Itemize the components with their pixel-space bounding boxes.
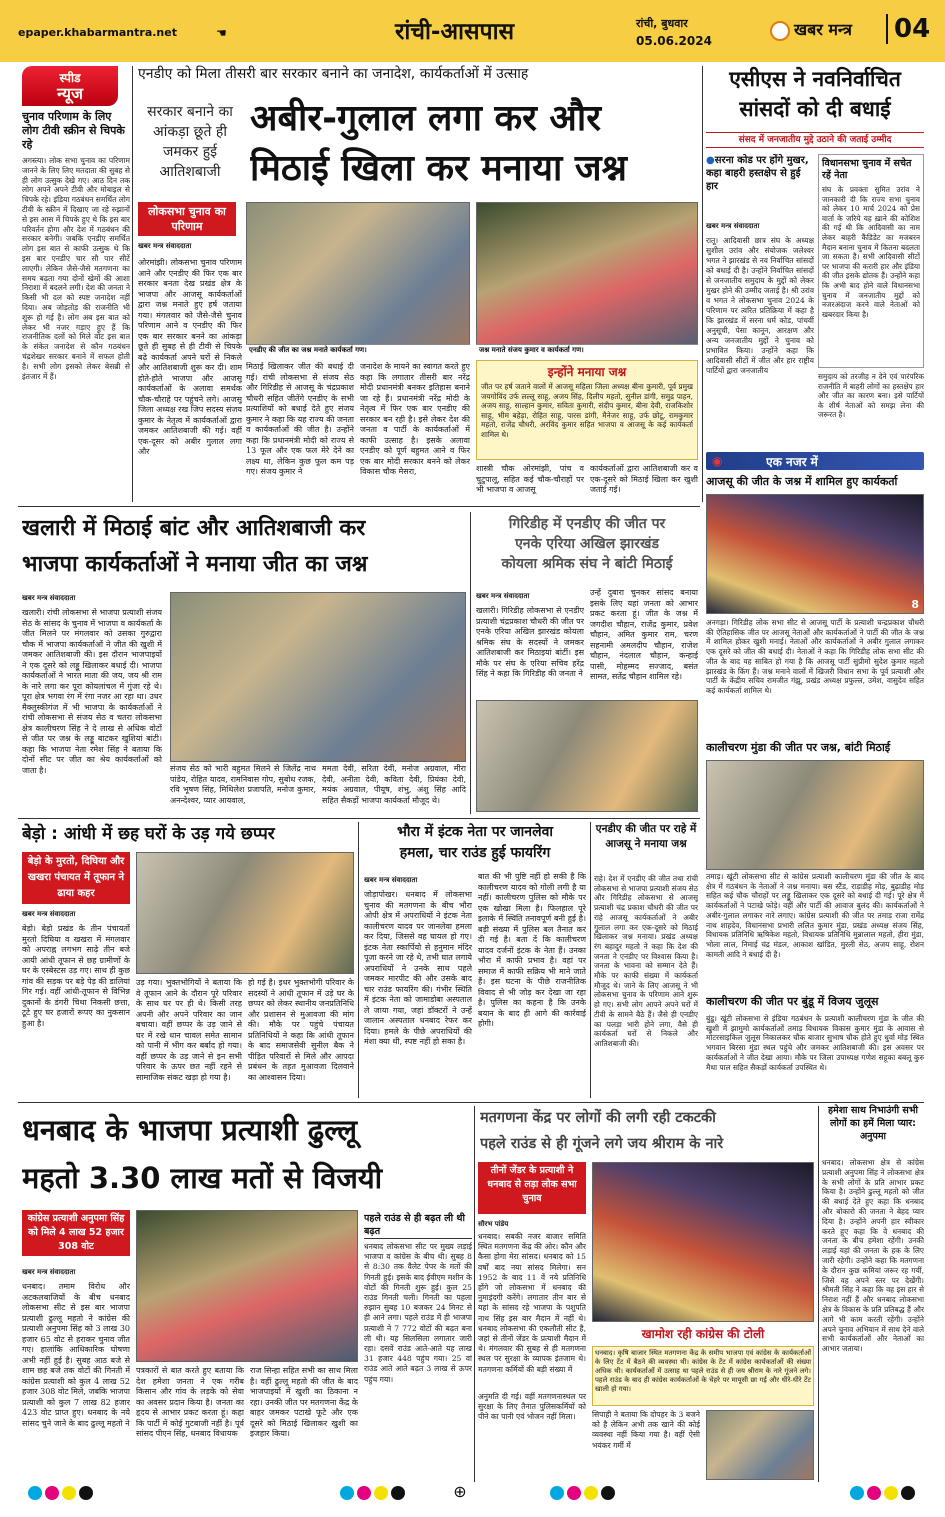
- dhanbad-body-3: राज सिन्हा सहित सभी का साथ मिला है। वहीं ढुल्लू महतो की जीत के बाद भाजपाइयों में खुशी का ठिकाना न रहा। उनकी जीत पर मतगणना केंद्र के बाहर जमकर पटाखे फूटे और एक दूसरे को मिठाई खिलाकर खुशी का इजहार किया।: [250, 1366, 358, 1438]
- brand-logo: [770, 18, 852, 41]
- bero-red-label: बेड़ो के मुरतो, दिघिया और खखरा पंचायत में तूफान ने ढाया कहर: [22, 852, 130, 904]
- rahe-headline: एनडीए की जीत पर राहे में आजसू ने मनाया जश्न: [595, 823, 697, 850]
- acs-box-title-text: सरना कोड पर होंगे मुखर, कहा बाहरी हस्तक्षेप से हुई हार: [706, 155, 809, 192]
- black-dot: [601, 1486, 615, 1500]
- matganana-box: [592, 1346, 814, 1406]
- cyan-dot: [850, 1486, 864, 1500]
- khalari-byline: खबर मन्त्र संवाददाता: [22, 594, 76, 602]
- giridih-headline-3: कोयला श्रमिक संघ ने बांटी मिठाई: [501, 556, 673, 572]
- magenta-dot: [357, 1486, 371, 1500]
- giridih-body: खलारी। गिरिडीह लोकसभा से एनडीए प्रत्याशी चंद्रप्रकाश चौधरी की जीत पर एनके एरिया अखिल झारखंड कोयला श्रमिक संघ के सदस्यों ने जमकर आतिशबाजी कर मिठाइयां बांटीं। इस मौके पर संघ के एरिया सचिव हरेंद्र सिंह ने कहा कि गिरिडीह की जनता ने: [476, 606, 584, 678]
- bhaura-headline-2: हमला, चार राउंड हुई फायरिंग: [399, 845, 551, 861]
- nazar-label: एक नजर में: [766, 455, 818, 469]
- giridih-headline-1: गिरिडीह में एनडीए की जीत पर: [508, 516, 666, 532]
- lead-label: लोकसभा चुनाव का परिणाम: [138, 202, 236, 236]
- bhaura-body-2: बात की भी पुष्टि नहीं हो सकी है कि कालीचरण यादव को गोली लगी है या नहीं। कालीचरण पुलिस को मौके पर एक खोखा मिला है। फिलहाल पूरे इलाके में स्थिति तनावपूर्ण बनी हुई है। बड़ी संख्या में पुलिस बल तैनात कर दी गई है। बता दें कि कालीचरण यादव दर्जनों इंटक के नेता हैं। उनका भौरा में काफी प्रभाव है। वहां पर समाज में काफी सक्रिय भी माने जाते हैं। इस घटना के पीछे राजनीतिक विवाद से भी जोड़ कर देखा जा रहा है। पुलिस का कहना है कि उनके बयान के बाद ही आगे की कार्रवाई होगी।: [478, 872, 586, 1028]
- brand-name: खबर मन्त्र: [794, 20, 852, 39]
- matganana-photo-caption: खामोश रही कांग्रेस की टोली: [641, 1327, 765, 1341]
- bhaura-byline: खबर मन्त्र संवाददाता: [364, 876, 418, 884]
- matganana-body-3: सिपाही ने बताया कि दोपहर के 3 बजने को है लेकिन अभी तक खाने की कोई व्यवस्था नहीं किया गया है। वहीं ऐसी भयंकर गर्मी में: [592, 1410, 700, 1450]
- acs-side-body-2: समुदाय को तरजीह न देने एवं पारंपरिक राजनीति में बाहरी लोगों का हस्तक्षेप हार और जीत का कारण बना। इसे पार्टियों के शीर्ष नेताओं को समझ लेना की जरूरत है।: [818, 372, 924, 420]
- hand-cursor-icon: ☚: [216, 26, 227, 40]
- registration-marks-right: [850, 1486, 915, 1500]
- lead-body-5: कार्यकर्ताओं द्वारा आतिशबाजी कर व एक-दूसरे को मिठाई खिला कर खुशी जताई गई।: [590, 464, 698, 494]
- yellow-dot: [374, 1486, 388, 1500]
- bero-body-2: उड़ गया। भुक्तभोगियों ने बताया कि वे तूफान आने के दौरान पूरे परिवार के साथ घर पर ही थे। किसी तरह अपनी और अपने परिवार का जान बचाया। वहीं छप्पर के उड़ जाने से घर में रखे धान चावल समेत सामान को पानी में भीग कर बर्बाद हो गया। वहीं छप्पर के उड़ जाने से इन सभी परिवार के ऊपर छत नहीं रहने से सामाजिक संकट खड़ा हो गया है।: [136, 978, 242, 1082]
- magenta-dot: [45, 1486, 59, 1500]
- magenta-dot: [867, 1486, 881, 1500]
- lead-photo-2: [476, 202, 698, 354]
- lead-headline-1: अबीर-गुलाल लगा कर और: [250, 98, 601, 139]
- matganana-red-label: तीनों जेंडर के प्रत्याशी ने धनबाद से लड़ा लोक सभा चुनाव: [478, 1162, 586, 1214]
- dhanbad-byline: खबर मन्त्र संवाददाता: [22, 1268, 76, 1276]
- kalicharan-photo: [706, 760, 924, 870]
- cyan-dot: [28, 1486, 42, 1500]
- yellow-dot: [584, 1486, 598, 1500]
- acs-side-body: संघ के प्रवक्ता सुमित उरांव ने जानकारी दी कि राज्य सभा चुनाव को लेकर 10 मार्च 2024 को प्रेस वार्ता के जरिये यह ख़ाने की कोशिश की गई थी कि आदिवासी का नाम लेकर बाहरी कैंडिडेट का मजबरन मैदान बनाना चुनाव में कितना बदलता जा सकता है। सभी आदिवासी सीटों पर भाजपा की करारी हार और इंडिया की जीत इसके द्योतक हैं। उन्होंने कहा कि अभी बाद होने वाले विधानसभा चुनाव में जनजातीय मुद्दों को नजरअंदाज करने वाले नेताओं को खबरदार किया है।: [822, 185, 920, 319]
- nazar-photo-number: 8: [911, 598, 919, 611]
- bero-photo: [136, 852, 354, 974]
- acs-byline: खबर मन्त्र संवाददाता: [706, 222, 760, 230]
- speed-news-line2: न्यूज: [57, 84, 83, 103]
- lead-sub-box-body: जीत पर हर्ष जताने वालों में आजसू महिला जिला अध्यक्ष बीना कुमारी, पूर्व प्रमुख जयगोविंद उर्फ लल्लू साहू, अजय सिंह, दिलीप महतो, सुनील डांगी, समुद्र पाहन, अजय साहू, साल्हान कुमार, सविता कुमारी, संदीप कुमार, बीना देवी, राजकिशोर साहू, भीम बहेड़ा, रोहित साहू, पारस डांगी, मैनेजर साहू, उर्फ छोटू, रामकुमार महतो, राजेंद्र चौधरी, अरविंद कुमार सहित भाजपा व आजसू के कई कार्यकर्ता शामिल थे।: [481, 382, 693, 439]
- khalari-photo: [170, 592, 466, 762]
- khalari-photo-caption-2: ममता देवी, सरिता देवी, मनोज अग्रवाल, मीरा देवी, अनीता देवी, कविता देवी, प्रियंका देवी, मयंक अग्रवाल, पीयूष, शंभु, अंशु सिंह आदि सहित सैकड़ों भाजपा कार्यकर्ता मौजूद थे।: [322, 764, 466, 805]
- khalari-headline-2: भाजपा कार्यकर्ताओं ने मनाया जीत का जश्न: [22, 552, 368, 577]
- black-dot: [391, 1486, 405, 1500]
- dhanbad-body-2: पत्रकारों से बात करते हुए बताया कि देश हमेशा जनता ने एक गरीब किसान और गांव के लड़के को सेवा का अवसर प्रदान किया है। जनता का हृदय से आभार प्रकट करता हूं। कहा कि पार्टी में कोई गुटबाजी नहीं है। पूर्व सांसद पीएन सिंह, धनबाद विधायक: [136, 1366, 244, 1438]
- left-brief-title: चुनाव परिणाम के लिए लोग टीवी स्क्रीन से चिपके रहे: [22, 110, 125, 151]
- dhanbad-headline-1: धनबाद के भाजपा प्रत्याशी ढुल्लू: [22, 1113, 357, 1147]
- matganana-body-2: अनुमति दी गई। वहीं मतगणनास्थल पर सुरक्षा के लिए तैनात पुलिसकर्मियों को पीने का पानी एवं भोजन नहीं मिला।: [478, 1392, 586, 1422]
- lead-body-2: मिठाई खिलाकर जीत की बधाई दी गई। रांची लोकसभा से संजय सेठ और गिरिडीह से आजसू के चंद्रप्रकाश चौधरी सहित जीतेंगे एनडीए के सभी प्रत्याशियों को बधाई देते हुए संजय कुमार ने कहा कि यह राज्य की जनता व कार्यकर्ताओं की जीत है। उन्होंने कहा कि प्रधानमंत्री मोदी को राज्य से 13 फूल और एक फल मेरे देने का लक्ष्य था, लेकिन कुछ फूल कम पड़ गए। संजय कुमार ने: [246, 362, 354, 476]
- section-title: रांची-आसपास: [395, 19, 515, 45]
- bhaura-headline-1: भौरा में इंटक नेता पर जानलेवा: [397, 824, 553, 840]
- khalari-body-1: खलारी। रांची लोकसभा से भाजपा प्रत्याशी संजय सेठ के सांसद के चुनाव में भाजपा व कार्यकर्ता के जीत मिलने पर मंगलवार को उसका गुरुद्वारा चौक में भाजपा कार्यकर्ताओं ने जीत की खुशी में जमकर आतिशबाजी की। इस दौरान भाजपाइयों ने एक दूसरे को लड्डू खिलाकर बधाई दी। भाजपा कार्यकर्ताओं ने भारत माता की जय, जय श्री राम के नारे लगा कर पूरा कोयलांचल में गुंजा रहे थे। पूरा क्षेत्र भगवा रंग में रंगा नजर आ रहा था। उधर मैक्लुस्कीगंज में भी भाजपा के कार्यकर्ताओं ने रांची लोकसभा से संजय सेठ व चतरा लोकसभा क्षेत्र कालीचरण सिंह ने दे लाख से अधिक वोटों से जीत पर जश्न के लड्डू बाटकर खुशियां बांटी। कहा कि भाजपा नेता रमेश सिंह ने बताया कि दोनों सीट पर जीत का श्रेय कार्यकर्ताओं को जाता है।: [22, 608, 162, 775]
- matganana-body-1: धनबाद। सबकी नजर बाजार समिति स्थित मतगणना केंद्र की ओर। कौन और कैसा होगा मेरा सांसद। धनबाद को 15 वर्षों बाद नया सांसद मिलेगा। सन 1952 के बाद 11 वें नये प्रतिनिधि होंगे जो लोकसभा में धनबाद की नुमाइंदगी करेंगे। लगातार तीन बार से यहां के सांसद रहे भाजपा के पशुपति नाथ सिंह इस बार मैदान में नहीं थे। धनबाद लोकसभा की एकलौती सीट है, जहां से तीनों जेंडर के प्रत्याशी मैदान में थे। मंगलवार की सुबह से ही मतगणना स्थल पर सुरक्षा के व्यापक इंतजाम थे। मतगणना कर्मियों की बड़ी संख्या में: [478, 1232, 586, 1374]
- lead-body-1: ओरमांझी। लोकसभा चुनाव परिणाम आने और एनडीए की फिर एक बार सरकार बनता देख प्रखंड क्षेत्र के भाजपा और आजसू कार्यकर्ताओं द्वारा जश्न मनाते हुए हर्ष जताया गया। मंगलवार को जैसे-जैसे चुनाव परिणाम आने व एनडीए की फिर एक बार सरकार बनने का आंकड़ा छूते ही सुबह से ही टीवी से चिपके बढ़े कार्यकर्ता अपने घरों से निकले और आतिशबाजी शुरू कर दी। शाम होते-होते भाजपा और आजसू कार्यकर्ताओं के अलावा समर्थक चौक-चौराहे पर पहुंचने लगे। आजसू जिला अध्यक्ष रख जिप सदस्य संजय कुमार के नेतृत्व में कार्यकर्ताओं द्वारा जमकर आतिशबाजी की गई। वहीं एक-दूसर को अबीर गुलाल लगा और: [138, 258, 242, 456]
- giridih-body-2: उन्हें दुबारा चुनकर सांसद बनाया इसके लिए यहां जनता को आभार प्रकट करता हूं। जीत के जश्न में जगदीश चौहान, राजेंद्र कुमार, प्रवेश चौहान, अमित कुमार राम, चरण सहनामी अमलदीप चौहान, राजेश चौहान, नंदलाल चौहान, कन्हाई पासी, मोहम्मद सज्जाद, बसंत सामत, सतेंद्र चौहान शामिल रहे।: [590, 588, 698, 681]
- bhaura-headline: [364, 822, 586, 868]
- anupama-body: धनबाद। लोकसभा क्षेत्र से कांग्रेस प्रत्याशी अनुपमा सिंह ने लोकसभा क्षेत्र के सभी लोगों के प्रति आभार प्रकट किया है। उन्होंने ढुल्लू महतो को जीत की बधाई देते हुए कहा कि धनबाद और बोकारो की जनता ने बेहद प्यार दिया है। उन्होंने अपनी हार स्वीकार करते हुए कहा कि वे धनबाद की जनता के बीच हमेशा रहेंगी। उनकी लड़ाई यहां की जनता के हक के लिए जारी रहेगी। उन्होंने कहा कि मतगणना के दौरान कुछ कमियां जरूर रह गयीं, जिसे वह अपने स्तर पर देखेंगी। श्रीमती सिंह ने कहा कि वह इस हार से निराश नहीं हैं और धनबाद लोकसभा क्षेत्र के विकास के प्रति प्रतिबद्ध हैं और आगे भी काम करती रहेंगी। उन्होंने अपने चुनाव अभियान में साथ देने वाले सभी कार्यकर्ताओं और नेताओं का आभार जताया।: [822, 1158, 924, 1354]
- speed-news-logo: [22, 66, 118, 106]
- kalicharan-headline: कालीचरण मुंडा की जीत पर जश्न, बांटी मिठाई: [706, 741, 891, 754]
- acs-headline: एसीएस ने नवनिर्वाचित सांसदों को दी बधाई: [729, 67, 901, 121]
- lead-sub-box: [476, 360, 698, 460]
- page-number: 04: [886, 14, 930, 44]
- acs-box-title: [706, 154, 814, 204]
- khalari-photo-caption: संजय सेठ को भारी बहुमत मिलने से जिलेंद्र नाथ पांडेय, रोहित यादव, रामनिवास गोप, सुबोध रजक, रवि भूषण सिंह, मिथिलेश प्रजापति, मनोज कुमार, अनन्देश्वर, प्यार आयवाल,: [170, 764, 316, 805]
- lead-photo-2-caption: जश्न मनाते संजय कुमार व कार्यकर्ता गण।: [476, 344, 698, 358]
- giridih-photo: [476, 700, 698, 812]
- site-url[interactable]: epaper.khabarmantra.net: [18, 26, 177, 39]
- eye-icon: ◉: [712, 454, 723, 468]
- bero-body-1: बेड़ो। बेड़ो प्रखंड के तीन पंचायतों मुरतो दिघिया व खखरा में मंगलवार को अपराह्न लगभग साढ़े तीन बजे आयी आंधी तूफान से छह ग्रामीणों के घर के एस्बेस्टस उड़ गए। साथ ही कुछ गांव की सड़क पर बड़े पेड़ की डालियां गिर गई। वहीं आंधी-तूफान से विभिन्न दुकानों के डंगरी चिथा निकसी छत्ता, टूटे हुए घर हजारों रूपए का नुकसान हुआ है।: [22, 924, 130, 1028]
- logo-mark-icon: [770, 21, 790, 41]
- dateline-date: 05.06.2024: [636, 34, 712, 48]
- khalari-headline-1: खलारी में मिठाई बांट और आतिशबाजी कर: [22, 516, 366, 541]
- dateline-city: रांची, बुधवार: [636, 17, 688, 30]
- bundu-headline: कालीचरण की जीत पर बुंडू में विजय जुलूस: [706, 995, 879, 1008]
- matganana-photo: [592, 1162, 814, 1322]
- bullet-icon: ●: [706, 155, 715, 166]
- left-brief-body: अगस्त्या। लोक सभा चुनाव का परिणाम जानने के लिए लिए मतदाता की सुबह से ही लोग उत्सुक देखे गए। आठ दिन तक लोग अपने अपने टीवी और मोबाइल से चिपके रहे। इंडिया गठबंधन समर्थित लोग टीवी के स्क्रीन में दिखाए जा रहे रुझानों से इस आस में चिपके हुए थे कि इस बार परिवर्तन होगा और देश में गठबंधन की सरकार बनेगी। जबकि एनडीए समर्थित लोग इस बात से काफी उत्सुक थे कि इस बार एनडीए चार सौ पार सीटें लाएगी। लेकिन जैसे-जैसे मतगणना का समय बढ़ता गया दोनों खेमों की आशा निराशा में बदलने लगी। देश की जनता ने किसी भी दल को स्पष्ट जनादेश नहीं दिया। अब जोड़तोड़ की राजनीति भी शुरू हो गई है। लोग अब इस बात को लेकर भी नजर गड़ाए हुए हैं कि राजनीतिक दलों को मिले वोट इस बात के संकेत जनादेश से कौन गठबंधन चंद्रशेखर सरकार बनाने में सफल होती है। सभी लोग इसको लेकर बेसब्री से इंतजार में हैं।: [22, 156, 130, 381]
- acs-side-box: [818, 154, 924, 368]
- cyan-dot: [340, 1486, 354, 1500]
- giridih-headline-2: एनके एरिया अखिल झारखंड: [515, 536, 659, 552]
- rahe-body: राहे। देश में एनडीए की जीत तथा रांची लोकसभा से भाजपा प्रत्याशी संजय सेठ और गिरिडीह लोकसभा से आजसू प्रत्याशी चंद्र प्रकाश चौधरी की जीत पर राहे आजसू कार्यकर्ताओं ने अबीर गुलाल लगा कर एक-दूसरे को मिठाई खिलाकर जश्न मनाया। प्रखंड अध्यक्ष रंग बहादुर महतो ने कहा कि देश की जनता ने एनडीए पर विश्वास किया है। जनता के भावना को सम्मान देते हैं। मौके पर काफी संख्या में कार्यकर्ता मौजूद थे। जाने के लिए आजसू ने भी लोकसभा चुनाव के परिणाम आने शुरू हो गए। सभी लोग आपने अपने घरों में टीवी के सामने बैठे हैं। जैसे ही एनडीए का पलड़ा भारी होने लगा, वैसे ही कार्यकर्ता घरों से निकले और आतिशबाजी की।: [594, 874, 698, 1048]
- lead-byline-text: खबर मन्त्र संवाददाता: [138, 242, 192, 250]
- matganana-byline: सौरभ पांडेय: [478, 1220, 509, 1228]
- registration-marks-center-right: [550, 1486, 615, 1500]
- bhaura-body-1: जोड़ापोखर। धनबाद में लोकसभा चुनाव की मतगणना के बीच भौरा ओपी क्षेत्र में अपराधियों ने इंटक नेता कालीचरण यादव पर जानलेवा हमला कर दिया, जिससे वह घायल हो गए। इंटक नेता स्कार्पियो से हनुमान मंदिर पूजा करने जा रहे थे, तभी घात लगाये अपराधियों ने उनके साथ पहले जमकर मारपीट की और उसके बाद चार राउंड फायरिंग की। गंभीर स्थिति में इंटक नेता को जामाडोबा अस्पताल ले जाया गया, जहां डॉक्टरों ने उन्हें जालान अस्पताल धनबाद रेफर कर दिया। हमले के पीछे अपराधियों की मंशा क्या थी, स्पष्ट नहीं हो सका है।: [364, 890, 472, 1046]
- lead-byline: [138, 242, 238, 254]
- magenta-dot: [567, 1486, 581, 1500]
- yellow-dot: [62, 1486, 76, 1500]
- bero-body-3: हो गई है। इधर भुक्तभोगी परिवार के सदस्यों ने आंधी तूफान में उड़े घर के छप्पर को लेकर स्थानीय जनप्रतिनिधि और प्रशासन से मुआवजा की मांग की। मौके पर पहुंचे पंचायत प्रतिनिधियों ने कहा कि आंधी तूफान के बाद समाजसेवी सुनील बैक ने पीड़ित परिवारों से मिले और आपदा प्रबंधन के तहत मुआवजा दिलवाने का आश्वासन दिया।: [248, 978, 354, 1082]
- bero-byline: खबर मन्त्र संवाददाता: [22, 910, 76, 918]
- lead-headline-2: मिठाई खिला कर मनाया जश्न: [250, 148, 627, 189]
- dhanbad-photo: [136, 1210, 358, 1362]
- lead-sidehead: सरकार बनाने का आंकड़ा छूते ही जमकर हुई आतिशबाजी: [147, 104, 233, 180]
- registration-marks-left: [28, 1486, 93, 1500]
- nazar-band: [706, 452, 924, 470]
- nazar-body: अनगड़ा। गिरिडीह लोक सभा सीट से आजसू पार्टी के प्रत्याशी चन्द्रप्रकाश चौधरी की ऐतिहासिक जीत पर आजसू नेताओं और कार्यकर्ताओं ने पार्टी की जीत के जश्न में शामिल होकर खुशी मनाई। नेताओं और कार्यकर्ताओं ने अबीर गुलाल लगाकर एक दूसरे को जीत की बधाई दी। नेताओं ने कहा कि गिरिडीह लोक सभा सीट की जीत के बाद यह साबित हो गया है कि आजसू पार्टी सुप्रीमो सुदेश कुमार महतो झारखंड के किंग हैं। जश्न मनाने वालों में खिजरी विधान सभा के पूर्व प्रत्याशी और पार्टी के केंद्रीय सचिव रामजीत गंझू, प्रखंड अध्यक्ष प्रफुल्ल, उमेश, वासुदेव सहित कई कार्यकर्ता शामिल थे।: [706, 618, 924, 695]
- lead-photo-1: [246, 202, 470, 354]
- matganana-box-body: धनबाद। कृषि बाजार स्थित मतगणना केंद्र के समीप भाजपा एवं कांग्रेस के कार्यकर्ताओं के लिए टेंट में बैठने की व्यवस्था थी। कांग्रेस के टेंट में कांग्रेस कार्यकर्ताओं की संख्या अधिक थी। कार्यकर्ताओं में उत्साह था पहले राउंड से ही जय श्रीराम के नारे गूंजने लगे। पहले राउंड के बाद ही कांग्रेस कार्यकर्ताओं के चेहरे पर मायूसी छा गई और धीरे-धीरे टेंट खाली हो गया।: [595, 1349, 811, 1393]
- giridih-byline: खबर मन्त्र संवाददाता: [476, 592, 530, 600]
- acs-subhead: संसद में जनजातीय मुद्दे उठाने की जताई उम्मीद: [706, 132, 924, 148]
- lead-photo-1-caption: एनडीए की जीत का जश्न मनाते कार्यकर्ता गण।: [246, 344, 470, 358]
- black-dot: [79, 1486, 93, 1500]
- dhanbad-round-body: धनबाद लोकसभा सीट पर मुख्य लड़ाई भाजपा व कांग्रेस के बीच थी। सुबह 8 से 8:30 तक वैलेट पेपर के मतों की गिनती हुई। इसके बाद ईवीएम मशीन के वोटों की गिनती शुरू हुई। कुल 25 राउंड गिनती चली। गिनती का पहला रुझान सुबह 10 बजकर 24 मिनट से ही आने लगा। पहले राउंड में ही भाजपा प्रत्याशी ने 7 772 वोटों की बढ़त बना ली थी। यह सिलसिला लगातार जारी रहा। दसवें राउंड आते-आते यह लाख 31 हजार 448 पहुंच गया। 25 वां राउंड आते आते बढ़त 3 लाख से ऊपर पहुंच गया।: [364, 1242, 472, 1384]
- nazar-photo: [706, 494, 924, 614]
- yellow-dot: [884, 1486, 898, 1500]
- dhanbad-body-1: धनबाद। तमाम विरोध और अटकलबाजियों के बीच धनबाद लोकसभा सीट से इस बार भाजपा प्रत्याशी ढुल्लू महतो ने कांग्रेस की प्रत्याशी अनुपमा सिंह को 3 लाख 30 हजार 65 वोट से हराकर चुनाव जीत गए। हालांकि आधिकारिक घोषणा अभी नहीं हुई है। सुबह आठ बजे से शाम छह बजे तक वोटों की गिनती में कांग्रेस प्रत्याशी को कुल 4 लाख 52 हजार 308 वोट मिले, जबकि भाजपा प्रत्याशी को कुल 7 लाख 82 हजार 423 वोट प्राप्त हुए। धनबाद के नये सांसद चुने जाने के बाद ढुल्लू महतो ने: [22, 1282, 130, 1428]
- lead-body-4: शास्त्री चौक ओरमांझी, पांच व चुटुपालू, सहित कई चौक-चौराहों पर भी भाजपा व आजसू: [476, 464, 584, 494]
- anupama-headline: हमेशा साथ निभाउंगी सभी लोगों का हमें मिला प्यार: अनुपमा: [828, 1105, 918, 1142]
- lead-sub-box-title: इन्होंने मनाया जश्न: [547, 365, 627, 379]
- lead-body-3: जनादेश के मायने का स्वागत करते हुए कहा कि लगातार तीसरी बार नरेंद्र मोदी प्रधानमंत्री बनकर इतिहास बनाने जा रहे हैं। प्रधानमंत्री नरेंद्र मोदी के नेतृत्व में फिर एक बार एनडीए की सरकार बन रही है। इसे लेकर देश की जनता व पार्टी के कार्यकर्ताओं में काफी उत्साह है। इसके अलावा एनडीए को पूर्ण बहुमत आने व फिर एक बार मोदी सरकार बनने को लेकर विकास चौक मेसरा,: [360, 362, 470, 476]
- giridih-headline: [476, 514, 698, 578]
- bero-headline: बेड़ो : आंधी में छह घरों के उड़ गये छप्पर: [22, 824, 275, 844]
- dhanbad-round-title: पहले राउंड से ही बढ़त ली थी बढ़त: [364, 1212, 472, 1239]
- bundu-body: बुंडू। खूंटी लोकसभा से इंडिया गठबंधन के प्रत्याशी कालीचरण मुंडा के जीत की खुशी में झामुमो कार्यकर्ताओं तमाड़ विधायक विकास कुमार मुंडा के आवास से मोटरसाइकिल जुलूस निकालकर चौक बाजार सुभाष चौक होते हुए धुर्वा मोड़ स्थित भगवान बिरसा मुंडा स्थल पहुंचे और जमकर आतिशबाजी की। इस अवसर पर कार्यकर्ताओं ने जीत देखा आया। मौके पर जिला उपाध्यक्ष गणेश सहूका बबलू कुरु मैथा पाल सहित सैकड़ों कार्यकर्ता उपस्थित थे।: [706, 1014, 924, 1072]
- matganana-headline-2: पहले राउंड से ही गूंजने लगे जय श्रीराम के नारे: [480, 1136, 724, 1152]
- crosshair-icon: ⊕: [453, 1482, 467, 1501]
- black-dot: [901, 1486, 915, 1500]
- nazar-title: आजसू की जीत के जश्न में शामिल हुए कार्यकर्ता: [706, 475, 898, 488]
- matganana-photo-2: [706, 1410, 814, 1480]
- acs-side-title: विधानसभा चुनाव में सचेत रहें नेता: [822, 158, 912, 181]
- dhanbad-headline-2: महतो 3.30 लाख मतों से विजयी: [22, 1161, 383, 1195]
- registration-marks-center: [340, 1486, 405, 1500]
- lead-kicker: एनडीए को मिला तीसरी बार सरकार बनाने का जनादेश, कार्यकर्ताओं में उत्साह: [138, 66, 529, 82]
- dhanbad-round-box: [364, 1212, 472, 1480]
- matganana-headline-1: मतगणना केंद्र पर लोगों की लगी रही टकटकी: [480, 1110, 716, 1126]
- kalicharan-body: तमाड़। खूंटी लोकसभा सीट से कांग्रेस प्रत्याशी कालीचरण मुंडा की जीत के बाद क्षेत्र में गठबंधन के नेताओं ने जश्न मनाया। बस स्टैंड, राड़ाडीह मोड़, बुढ़ाडीह मोड़ सहित कई चौक चौराहों पर लड्डू खिलाकर एक दूसरे को बधाई दी गई। पूरे क्षेत्र में कार्यकर्ताओं ने पटाखे फोड़े। वहीं और पार्टी की आवाज बुलंद की। कार्यकर्ताओं ने अबीर-गुलाल लगाकर नारे लगाए। कांग्रेस प्रत्याशी की जीत पर तमाड़ राजा रामेंद्र नाथ शाहदेव, विधानसभा प्रभारी ललित कुमार मुंडा, प्रखंड अध्यक्ष संजय सिंह, विधायक प्रतिनिधि ऋषिकेश महतो, विधायक प्रतिनिधि मुन्नालाल महतो, हीरा मुंडा, भोला लाल, निमाई चंद्र मंडल, आकाश खांडित, मुरली सेठ, अजय साहू, रोशन कामती आदि ने बधाई दी है।: [706, 872, 924, 959]
- cyan-dot: [550, 1486, 564, 1500]
- left-brief: [22, 110, 130, 502]
- acs-body-1: रातू। आदिवासी छात्र संघ के अध्यक्ष सुशील उरांव और संयोजक जलेश्वर भगत ने झारखंड से नव निर्वाचित सांसदों को बधाई दी है। उन्होंने निर्वाचित सांसदों से जनजातीय समुदाय के मुद्दों को लेकर मुखर होने की उम्मीद जताई है। श्री उरांव व भगत ने लोकसभा चुनाव 2024 के परिणाम पर त्वरित प्रतिक्रिया में कहा है कि झारखंड में सरना धर्म कोड, पांचवीं अनुसूची, पेसा कानून, आरक्षण और अन्य जनजातीय मुद्दों ने चुनाव को प्रभावित किया। उन्होंने कहा कि आदिवासी सीटों में जीत और हार राष्ट्रीय पार्टियों द्वारा जनजातीय: [706, 236, 814, 375]
- dhanbad-red-label: कांग्रेस प्रत्याशी अनुपमा सिंह को मिले 4 लाख 52 हजार 308 वोट: [22, 1210, 130, 1256]
- masthead: [0, 0, 945, 62]
- speed-news-line1: स्पीड: [59, 71, 81, 85]
